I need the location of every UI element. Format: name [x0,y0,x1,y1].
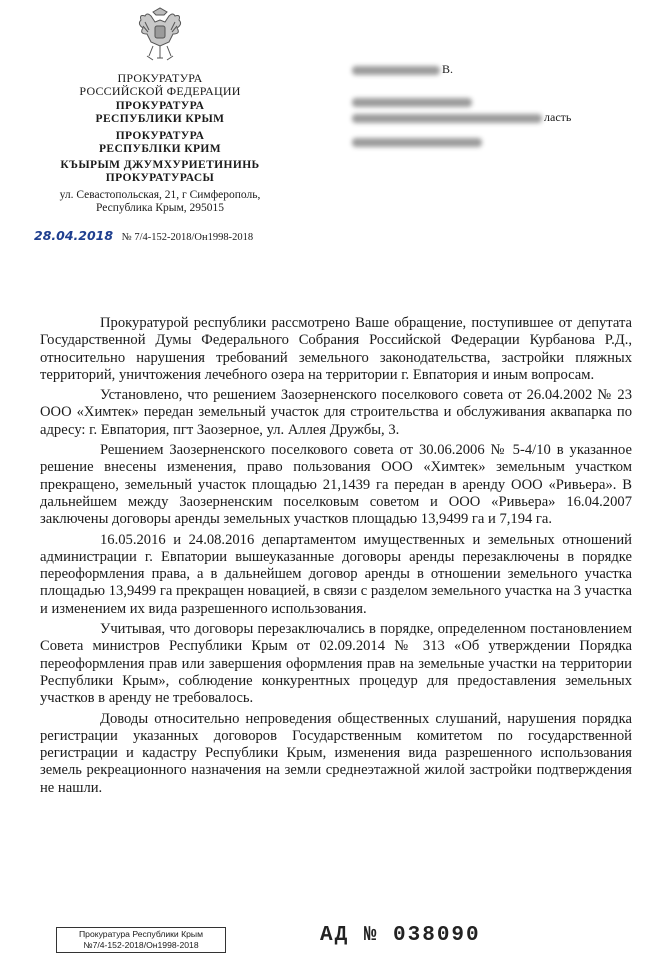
letter-body [40,315,632,800]
outgoing-number [34,228,253,243]
address-line: Республика Крым, 295015 [95,202,225,214]
paragraph: Доводы относительно непроведения общественных слушаний, нарушения порядка регистрации указанных договоров Государственным комитетом по государственной регистрации и кадастру Республики Крым, изменения вида разрешенного использования земель рекреационного назначения на земли среднеэтажной жилой застройки подтверждения не нашли. [40,710,632,796]
stamp-line: №7/4-152-2018/Он1998-2018 [83,940,199,950]
org-crimea-crh [40,159,280,185]
org-crimea-ua [40,130,280,156]
state-emblem-icon [133,6,187,64]
recipient-address-2: ласть [352,106,632,128]
org-line: РОССИЙСКОЙ ФЕДЕРАЦИИ [79,83,241,98]
redacted-text [352,114,542,123]
paragraph: Решением Заозерненского поселкового совета от 30.06.2006 № 5-4/10 в указанное решение внесены изменения, право пользования ООО «Химтек» земельным участком прекращено, земельный участок площадью 21,1439 га передан в аренду ООО «Ривьера». В дальнейшем между Заозерненским поселковым советом и ООО «Ривьера» 16.04.2007 заключены договоры аренды земельных участков площадью 13,9499 га и 7,194 га. [40,442,632,528]
org-line: ПРОКУРАТУРАСЫ [105,172,215,184]
redacted-text [352,138,482,147]
paragraph: Учитывая, что договоры перезаключались в порядке, определенном постановлением Совета министров Республики Крым от 02.09.2014 № 313 «Об утверждении Порядка переоформления прав или завершения оформления прав на земельные участки на территории Республики Крым», соблюдение конкурентных процедур для предоставления земельных участков в аренду не требовалось. [40,621,632,707]
paragraph: Установлено, что решением Заозерненского поселкового совета от 26.04.2002 № 23 ООО «Химтек» передан земельный участок для строительства и обслуживания аквапарка по адресу: г. Евпатория, пгт Заозерное, ул. Аллея Дружбы, 3. [40,387,632,438]
org-line: ПРОКУРАТУРА [115,100,205,112]
handwritten-date: 28.04.2018 [34,228,114,243]
redacted-text [352,66,440,75]
recipient-name: В. [352,58,632,80]
org-russia-prosecutor [40,72,280,97]
org-crimea-ru [40,100,280,126]
org-line: РЕСПУБЛIКИ КРИМ [98,143,222,155]
recipient-block [352,58,632,152]
blank-series-number: АД № 038090 [320,924,481,947]
registration-stamp [56,927,226,953]
document-number: № 7/4-152-2018/Он1998-2018 [121,232,254,243]
paragraph: Прокуратурой республики рассмотрено Ваше обращение, поступившее от депутата Государственной Думы Федерального Собрания Российской Федерации Курбанова Р.Д., относительно нарушения требований земельного законодательства, застройки пляжных территорий, уничтожения лечебного озера на территории г. Евпатория и иным вопросам. [40,315,632,383]
org-line: ПРОКУРАТУРА [117,71,203,85]
address-line: ул. Севастопольская, 21, г Симферополь, [59,189,261,201]
org-line: ПРОКУРАТУРА [115,130,205,142]
stamp-line: Прокуратура Республики Крым [79,929,203,939]
recipient-address-3 [352,130,632,152]
org-address [40,189,280,215]
org-line: РЕСПУБЛИКИ КРЫМ [95,113,225,125]
paragraph: 16.05.2016 и 24.08.2016 департаментом имущественных и земельных отношений администрации г. Евпатории вышеуказанные договоры аренды перезаключены в порядке переоформления права, а в дальнейшем договор аренды в отношении земельного участка площадью 13,9499 га прекращен новацией, в связи с разделом земельного участка на 3 участка и изменением их вида разрешенного использования. [40,531,632,617]
org-line: КЪЫРЫМ ДЖУМХУРИЕТИНИНЬ [60,159,260,171]
